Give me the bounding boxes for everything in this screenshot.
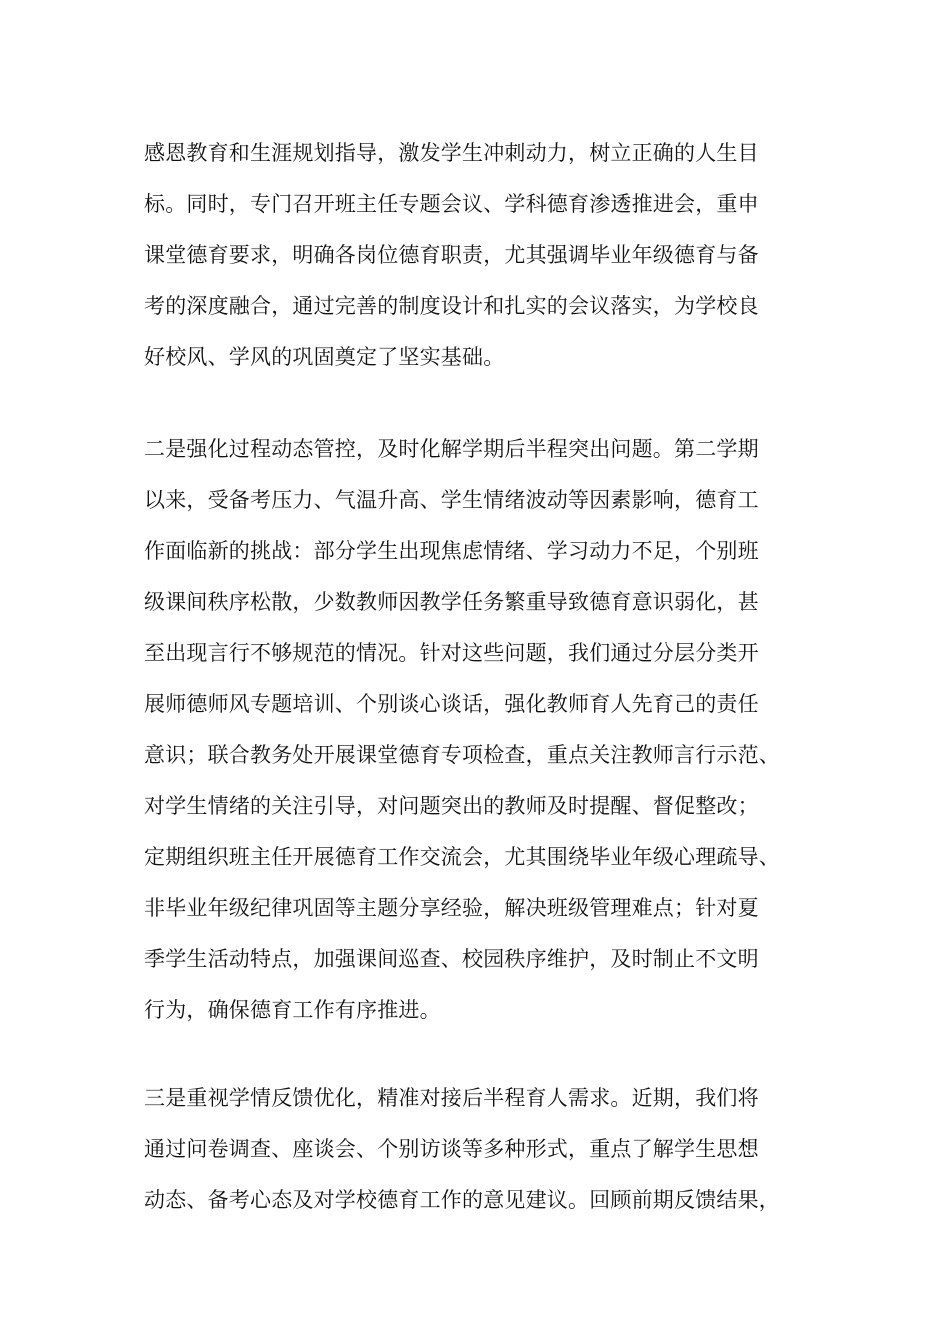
text-line: 三是重视学情反馈优化，精准对接后半程育人需求。近期，我们将 <box>144 1086 759 1110</box>
paragraph-feedback-optimization <box>144 1073 780 1226</box>
text-line: 季学生活动特点，加强课间巡查、校园秩序维护，及时制止不文明 <box>144 947 759 971</box>
text-line: 课堂德育要求，明确各岗位德育职责，尤其强调毕业年级德育与备 <box>144 243 759 267</box>
text-line: 对学生情绪的关注引导，对问题突出的教师及时提醒、督促整改； <box>144 794 759 818</box>
text-line: 非毕业年级纪律巩固等主题分享经验，解决班级管理难点；针对夏 <box>144 896 759 920</box>
text-line: 以来，受备考压力、气温升高、学生情绪波动等因素影响，德育工 <box>144 488 759 512</box>
text-line: 展师德师风专题培训、个别谈心谈话，强化教师育人先育己的责任 <box>144 692 759 716</box>
paragraph-moral-education-foundation <box>144 128 759 383</box>
text-line: 级课间秩序松散，少数教师因教学任务繁重导致德育意识弱化，甚 <box>144 590 759 614</box>
text-line: 考的深度融合，通过完善的制度设计和扎实的会议落实，为学校良 <box>144 294 759 318</box>
text-line: 通过问卷调查、座谈会、个别访谈等多种形式，重点了解学生思想 <box>144 1137 759 1161</box>
text-line: 作面临新的挑战：部分学生出现焦虑情绪、学习动力不足，个别班 <box>144 539 759 563</box>
text-line: 标。同时，专门召开班主任专题会议、学科德育渗透推进会，重申 <box>144 192 759 216</box>
paragraph-process-control <box>144 424 780 1036</box>
text-line: 意识；联合教务处开展课堂德育专项检查，重点关注教师言行示范、 <box>144 743 780 767</box>
text-line: 动态、备考心态及对学校德育工作的意见建议。回顾前期反馈结果， <box>144 1188 780 1212</box>
text-line: 行为，确保德育工作有序推进。 <box>144 998 441 1022</box>
text-line: 好校风、学风的巩固奠定了坚实基础。 <box>144 345 505 369</box>
text-line: 定期组织班主任开展德育工作交流会，尤其围绕毕业年级心理疏导、 <box>144 845 780 869</box>
text-line: 二是强化过程动态管控，及时化解学期后半程突出问题。第二学期 <box>144 437 759 461</box>
text-line: 至出现言行不够规范的情况。针对这些问题，我们通过分层分类开 <box>144 641 759 665</box>
text-line: 感恩教育和生涯规划指导，激发学生冲刺动力，树立正确的人生目 <box>144 141 759 165</box>
